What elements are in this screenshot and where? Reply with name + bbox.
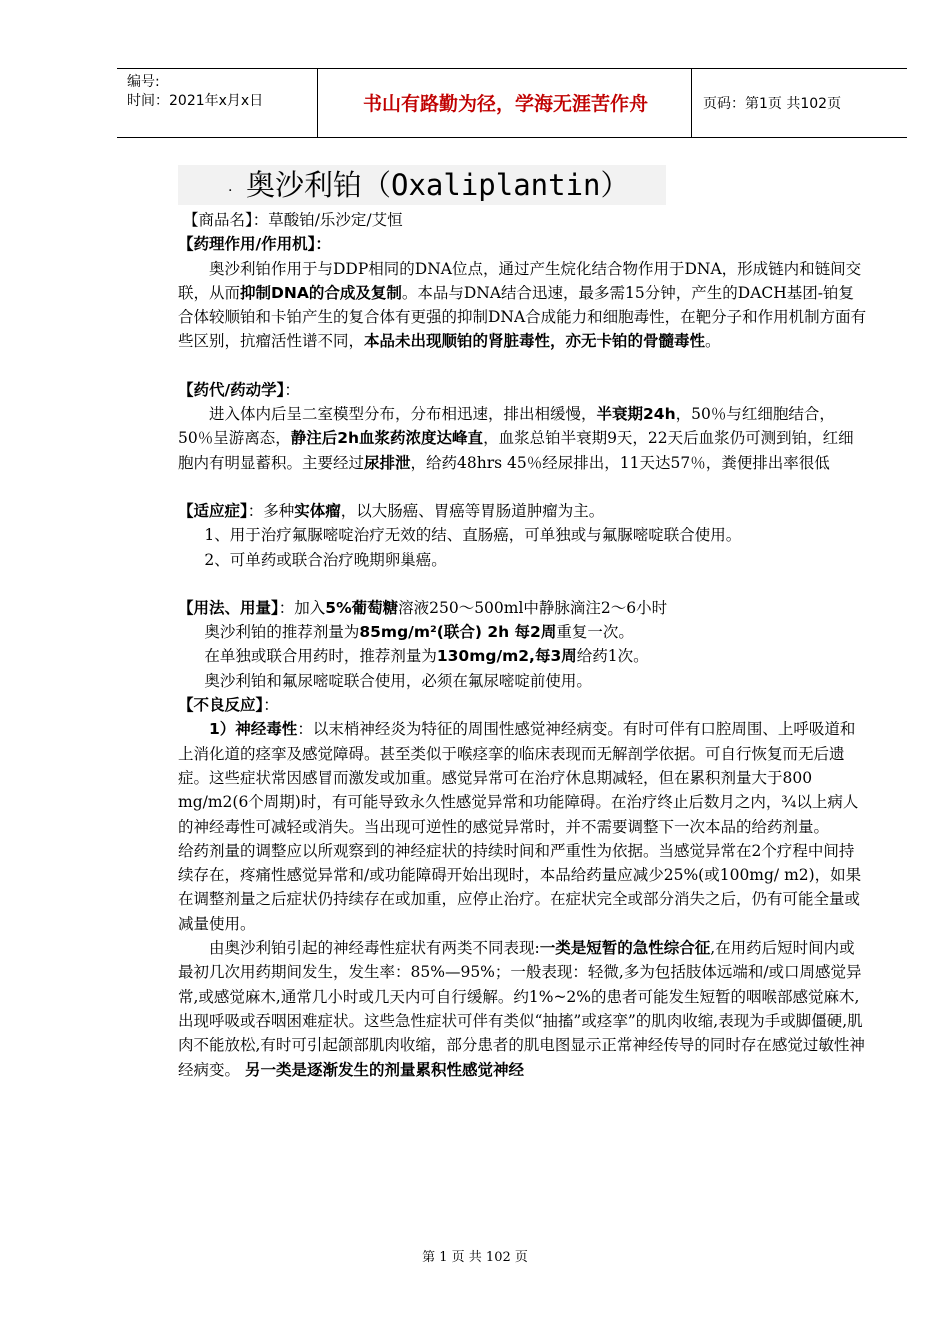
trade-name-label: 【商品名】： xyxy=(182,211,269,229)
header-meta xyxy=(127,73,263,111)
adverse-paragraph-3: 由奥沙利铂引起的神经毒性症状有两类不同表现:一类是短暂的急性综合征,在用药后短时间内或最初几次用药期间发生，发生率：85%—95%；一般表现：轻微,多为包括肢体远端和/或口周感觉异常,或感觉麻木,通常几小时或几天内可自行缓解。约1%~2%的患者可能发生短暂的咽喉部感觉麻木,出现呼吸或吞咽困难症状。这些急性症状可伴有类似“抽搐”或痉挛”的肌肉收缩,表现为手或脚僵硬,肌肉不能放松,有时可引起颌部肌肉收缩，部分患者的肌电图显示正常神经传导的同时存在感觉过敏性神经病变。 另一类是逐渐发生的剂量累积性感觉神经 xyxy=(178,939,865,1079)
indication-item-2: 2、可单药或联合治疗晚期卵巢癌。 xyxy=(204,550,447,569)
title-dot: . xyxy=(228,179,233,195)
page-header xyxy=(117,68,907,138)
indication-item-1: 1、用于治疗氟脲嘧啶治疗无效的结、直肠癌，可单独或与氟脲嘧啶联合使用。 xyxy=(204,526,742,545)
pharmacology-heading: 【药理作用/作用机】： xyxy=(178,235,331,254)
adverse-heading: 【不良反应】： xyxy=(178,696,279,715)
header-motto: 书山有路勤为径，学海无涯苦作舟 xyxy=(362,93,648,115)
dosage-line-1: 【用法、用量】：加入5%葡萄糖溶液250～500ml中静脉滴注2～6小时 xyxy=(178,598,668,617)
pharmacology-paragraph: 奥沙利铂作用于与DDP相同的DNA位点，通过产生烷化结合物作用于DNA，形成链内和链间交联，从而抑制DNA的合成及复制。本品与DNA结合迅速，最多需15分钟，产生的DACH基团-铂复合体较顺铂和卡铂产生的复合体有更强的抑制DNA合成能力和细胞毒性，在靶分子和作用机制方面有些区别，抗瘤活性谱不同，本品未出现顺铂的肾脏毒性，亦无卡铂的骨髓毒性。 xyxy=(178,259,867,351)
dosage-line-2: 奥沙利铂的推荐剂量为85mg/m²(联合) 2h 每2周重复一次。 xyxy=(204,623,634,642)
indications-line: 【适应症】：多种实体瘤，以大肠癌、胃癌等胃肠道肿瘤为主。 xyxy=(178,501,605,520)
document-title xyxy=(178,165,666,205)
page-footer: 第 1 页 共 102 页 xyxy=(422,1250,528,1265)
pharmacokinetics-heading: 【药代/药动学】： xyxy=(178,380,300,399)
time-label: 时间：2021年x月x日 xyxy=(127,93,264,109)
dosage-line-3: 在单独或联合用药时，推荐剂量为130mg/m2,每3周给药1次。 xyxy=(204,647,649,666)
header-page-label: 页码：第1页 共102页 xyxy=(703,96,842,112)
dosage-line-4: 奥沙利铂和氟尿嘧啶联合使用，必须在氟尿嘧啶前使用。 xyxy=(204,671,592,690)
trade-name-value: 草酸铂/乐沙定/艾恒 xyxy=(268,211,403,229)
adverse-paragraph-2: 给药剂量的调整应以所观察到的神经症状的持续时间和严重性为依据。当感觉异常在2个疗程中间持续存在，疼痛性感觉异常和/或功能障碍开始出现时，本品给药量应减少25%(或100mg/ m2)，如果在调整剂量之后症状仍持续存在或加重，应停止治疗。在症状完全或部分消失之后，仍有可能全量或减量使用。 xyxy=(178,841,862,933)
adverse-paragraph-1: 1）神经毒性：以末梢神经炎为特征的周围性感觉神经病变。有时可伴有口腔周围、上呼吸道和上消化道的痉挛及感觉障碍。甚至类似于喉痉挛的临床表现而无解剖学依据。可自行恢复而无后遗症。这些症状常因感冒而激发或加重。感觉异常可在治疗休息期减轻，但在累积剂量大于800 mg/m2(6个周期)时，有可能导致永久性感觉异常和功能障碍。在治疗终止后数月之内，¾以上病人的神经毒性可减轻或消失。当出现可逆性的感觉异常时，并不需要调整下一次本品的给药剂量。 xyxy=(178,720,859,836)
trade-name-line xyxy=(178,208,868,232)
pharmacokinetics-paragraph: 进入体内后呈二室模型分布，分布相迅速，排出相缓慢，半衰期24h，50％与红细胞结合，50％呈游离态，静注后2h血浆药浓度达峰直，血浆总铂半衰期9天，22天后血浆仍可测到铂，红细胞内有明显蓄积。主要经过尿排泄，给药48hrs 45％经尿排出，11天达57％，粪便排出率很低 xyxy=(178,405,854,472)
title-text: 奥沙利铂（Oxaliplantin） xyxy=(246,168,630,202)
code-label: 编号: xyxy=(127,74,160,90)
document-body xyxy=(178,208,868,1082)
